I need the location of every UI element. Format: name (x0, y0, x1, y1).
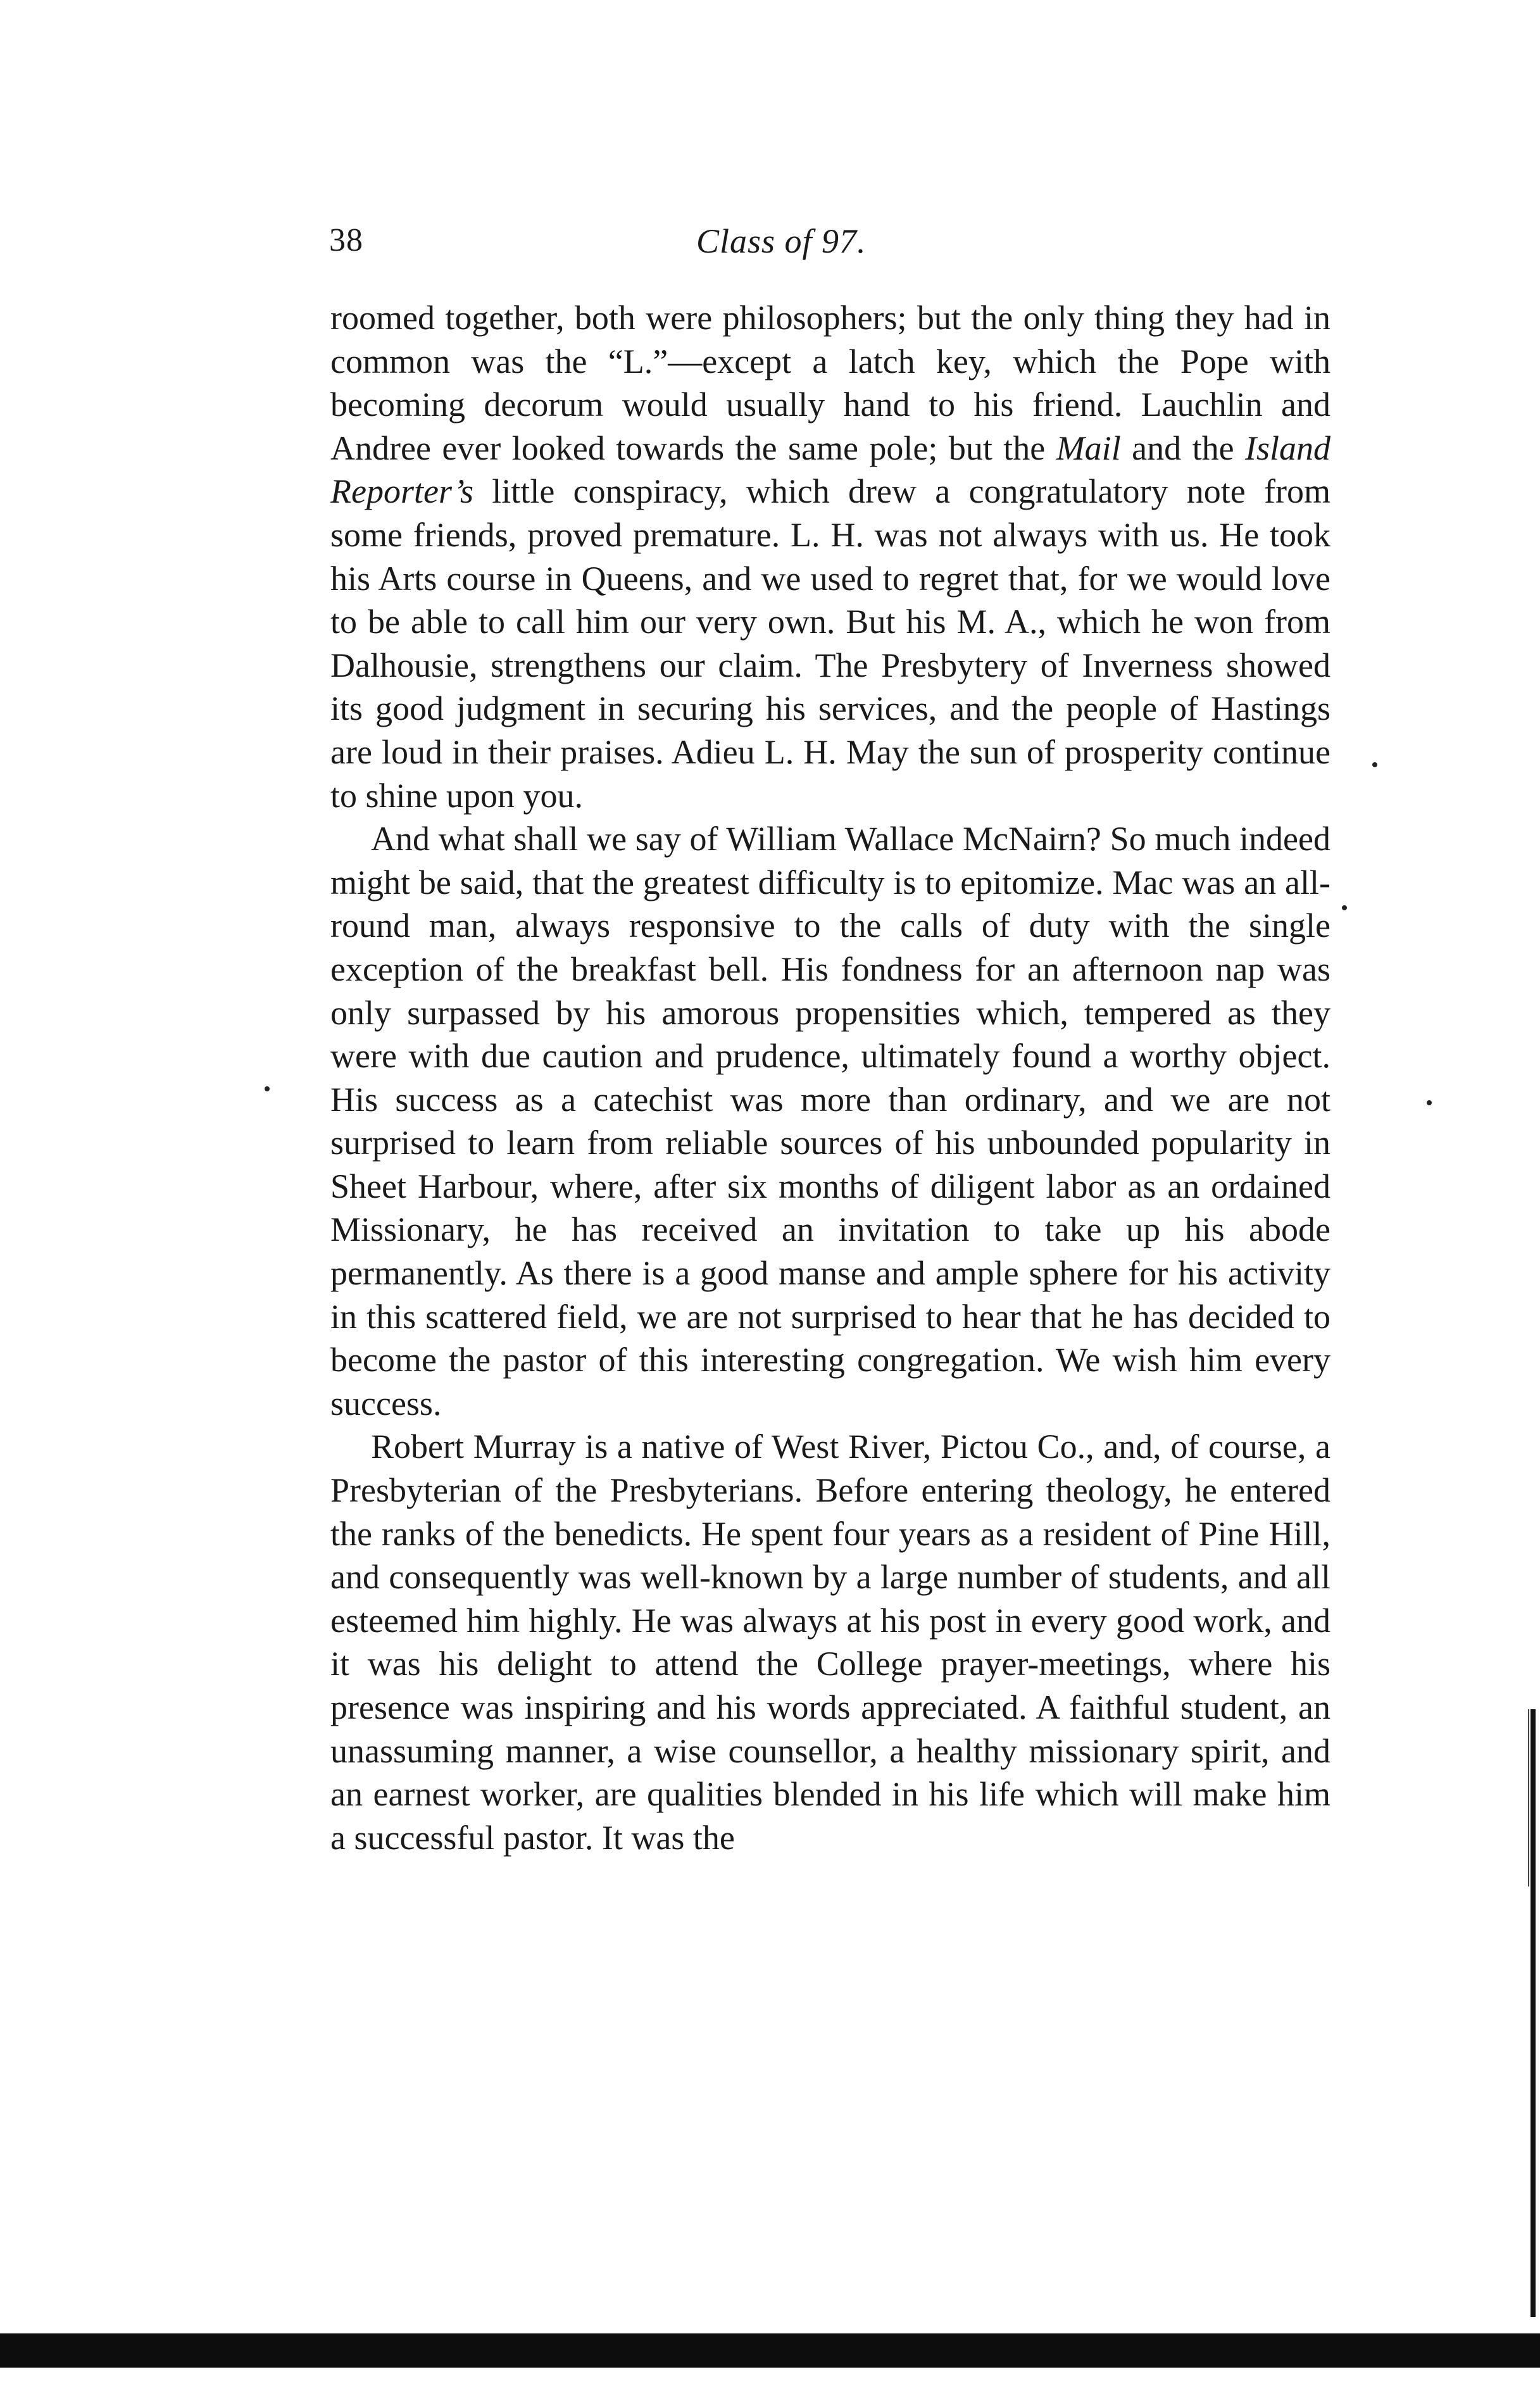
scan-edge-line (1528, 1709, 1529, 1886)
scan-speck (1427, 1100, 1432, 1105)
page-header (329, 215, 1329, 272)
text-segment: roomed together, both were philosophers; but the only thing they had in common was the “L.”—except a latch key, which the Pope with becoming decorum would usually hand to his friend. Lauchlin and Andree ever looked towards the same pole; but the (330, 299, 1330, 467)
text-segment: and the (1120, 429, 1245, 467)
running-title: Class of 97. (696, 222, 867, 260)
page-number: 38 (329, 222, 363, 258)
scan-speck (265, 1086, 270, 1091)
paragraph-roommates (330, 296, 1330, 817)
italic-island-reporter: Island Reporter’s (330, 429, 1330, 511)
scan-speck (1372, 762, 1377, 767)
body-text (330, 296, 1330, 1859)
scan-speck (1342, 905, 1347, 910)
text-segment: Robert Murray is a native of West River, Pictou Co., and, of course, a Presbyterian of the Presbyterians. Before entering theology, he entered the ranks of the benedicts. He spent four years as a resident of Pine Hill, and consequently was well-known by a large number of students, and all esteemed him highly. He was always at his post in every good work, and it was his delight to attend the College prayer-meetings, where his presence was inspiring and his words appreciated. A faithful student, an unassuming manner, a wise counsellor, a healthy missionary spirit, and an earnest worker, are qualities blended in his life which will make him a successful pastor. It was the (330, 1428, 1330, 1857)
italic-mail: Mail (1056, 429, 1121, 467)
paragraph-murray (330, 1425, 1330, 1859)
text-segment: And what shall we say of William Wallace McNairn? So much indeed might be said, that the greatest difficulty is to epitomize. Mac was an all-round man, always responsive to the calls of duty with the single exception of the breakfast bell. His fondness for an afternoon nap was only surpassed by his amorous propensities which, tempered as they were with due caution and prudence, ultimately found a worthy object. His success as a catechist was more than ordinary, and we are not surprised to learn from reliable sources of his unbounded popularity in Sheet Harbour, where, after six months of diligent labor as an ordained Missionary, he has received an invitation to take up his abode permanently. As there is a good manse and ample sphere for his activity in this scattered field, we are not surprised to hear that he has decided to become the pastor of this interesting congregation. We wish him every success. (330, 820, 1330, 1422)
text-segment: little conspiracy, which drew a congratulatory note from some friends, proved premature. L. H. was not always with us. He took his Arts course in Queens, and we used to regret that, for we would love to be able to call him our very own. But his M. A., which he won from Dalhousie, strengthens our claim. The Presbytery of Inverness showed its good judgment in securing his services, and the people of Hastings are loud in their praises. Adieu L. H. May the sun of prosperity continue to shine upon you. (330, 472, 1330, 815)
paragraph-mcnairn (330, 817, 1330, 1425)
scan-edge-line (1531, 1709, 1536, 2317)
scan-bottom-bar (0, 2333, 1540, 2368)
